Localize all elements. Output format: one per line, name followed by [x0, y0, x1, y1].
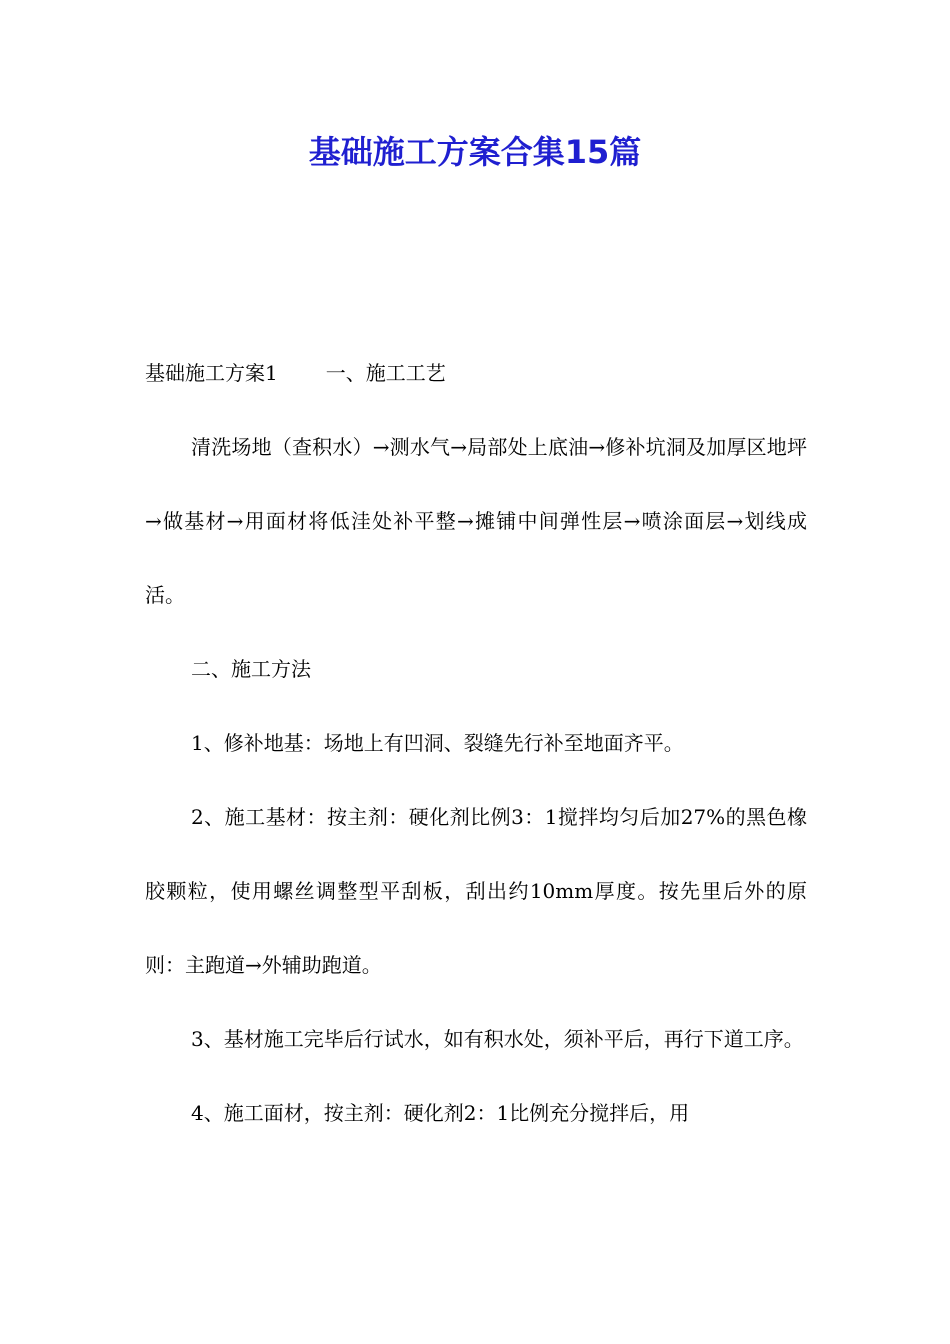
paragraph-process: 清洗场地（查积水）→测水气→局部处上底油→修补坑洞及加厚区地坪→做基材→用面材将低洼处补平整→摊铺中间弹性层→喷涂面层→划线成活。 [145, 435, 807, 607]
section-heading: 基础施工方案1 [145, 361, 278, 385]
paragraph-step-4: 4、施工面材，按主剂：硬化剂2：1比例充分搅拌后，用 [191, 1101, 690, 1125]
document-title: 基础施工方案合集15篇 [308, 133, 642, 171]
paragraph-step-3: 3、基材施工完毕后行试水，如有积水处，须补平后，再行下道工序。 [191, 1027, 804, 1051]
document-body [145, 336, 807, 1150]
paragraph-step-1: 1、修补地基：场地上有凹洞、裂缝先行补至地面齐平。 [191, 731, 684, 755]
paragraph-method-heading: 二、施工方法 [191, 657, 311, 681]
paragraph-step-2: 2、施工基材：按主剂：硬化剂比例3：1搅拌均匀后加27%的黑色橡胶颗粒，使用螺丝调整型平刮板，刮出约10mm厚度。按先里后外的原则：主跑道→外辅助跑道。 [145, 805, 807, 977]
section-heading-line [145, 336, 807, 410]
section-subheading: 一、施工工艺 [325, 361, 446, 385]
